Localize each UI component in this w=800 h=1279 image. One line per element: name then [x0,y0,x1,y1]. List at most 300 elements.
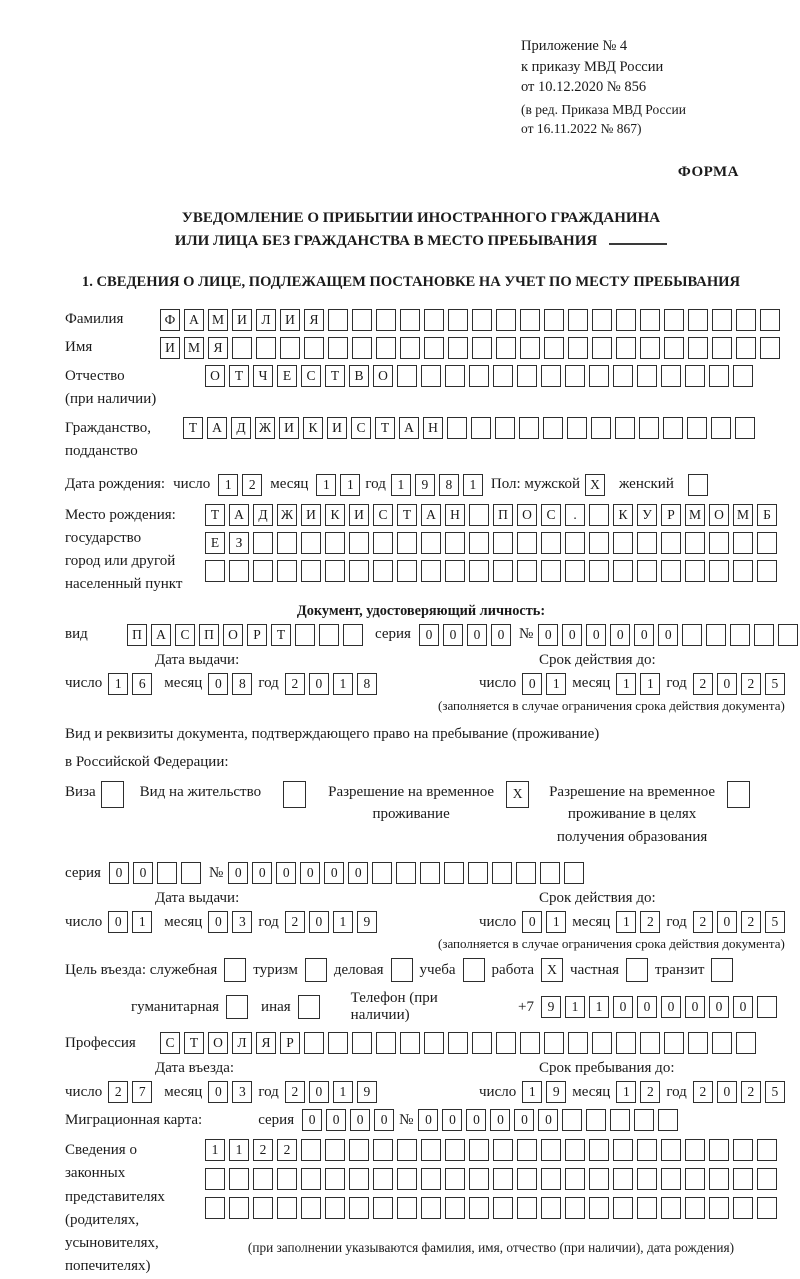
form-cell[interactable]: Т [271,624,291,646]
form-cell[interactable]: 0 [309,1081,329,1103]
form-cell[interactable] [517,560,537,582]
form-cell[interactable] [519,417,539,439]
purpose-private-checkbox[interactable] [626,958,648,982]
form-cell[interactable]: 9 [415,474,435,496]
form-cell[interactable] [592,337,612,359]
form-cell[interactable] [589,1197,609,1219]
form-cell[interactable] [469,1139,489,1161]
form-cell[interactable]: Ж [277,504,297,526]
form-cell[interactable] [543,417,563,439]
form-cell[interactable]: 9 [357,911,377,933]
form-cell[interactable] [232,337,252,359]
form-cell[interactable] [445,365,465,387]
doc-kind-input[interactable] [127,624,363,646]
form-cell[interactable] [421,1197,441,1219]
form-cell[interactable]: П [493,504,513,526]
form-cell[interactable]: 0 [326,1109,346,1131]
form-cell[interactable]: Л [256,309,276,331]
form-cell[interactable] [493,1168,513,1190]
form-cell[interactable] [688,1032,708,1054]
issue-day-input[interactable] [108,911,152,933]
form-cell[interactable] [517,1139,537,1161]
form-cell[interactable] [463,958,485,982]
form-cell[interactable]: Т [183,417,203,439]
form-cell[interactable]: Е [277,365,297,387]
form-cell[interactable]: 0 [302,1109,322,1131]
form-cell[interactable] [661,1197,681,1219]
form-cell[interactable] [349,560,369,582]
form-cell[interactable]: А [399,417,419,439]
form-cell[interactable] [397,365,417,387]
form-cell[interactable] [328,337,348,359]
issue-year-input[interactable] [285,673,377,695]
form-cell[interactable] [304,337,324,359]
form-cell[interactable]: М [184,337,204,359]
form-cell[interactable] [283,781,306,808]
birth-day-input[interactable] [218,474,262,496]
form-cell[interactable] [325,532,345,554]
birth-year-input[interactable] [391,474,483,496]
form-cell[interactable] [469,504,489,526]
form-cell[interactable]: . [565,504,585,526]
form-cell[interactable]: 2 [693,673,713,695]
form-cell[interactable]: И [279,417,299,439]
form-cell[interactable] [253,532,273,554]
gender-female-checkbox[interactable] [688,474,708,496]
form-cell[interactable] [301,560,321,582]
form-cell[interactable]: 0 [586,624,606,646]
form-cell[interactable]: 2 [277,1139,297,1161]
form-cell[interactable] [757,996,777,1018]
form-cell[interactable] [229,1197,249,1219]
form-cell[interactable]: К [325,504,345,526]
form-cell[interactable]: Р [247,624,267,646]
form-cell[interactable] [349,1168,369,1190]
birth-month-input[interactable] [316,474,360,496]
form-cell[interactable] [520,309,540,331]
form-cell[interactable] [616,1032,636,1054]
form-cell[interactable]: 2 [741,1081,761,1103]
form-cell[interactable]: 7 [132,1081,152,1103]
legal-reps-input-row2[interactable] [205,1168,777,1190]
form-cell[interactable] [730,624,750,646]
form-cell[interactable] [445,560,465,582]
form-cell[interactable]: П [127,624,147,646]
form-cell[interactable] [757,532,777,554]
form-cell[interactable]: С [175,624,195,646]
form-cell[interactable]: 0 [208,673,228,695]
form-cell[interactable] [421,1139,441,1161]
form-cell[interactable] [349,532,369,554]
form-cell[interactable] [615,417,635,439]
form-cell[interactable] [301,1197,321,1219]
form-cell[interactable]: И [349,504,369,526]
form-cell[interactable]: Я [304,309,324,331]
form-cell[interactable] [616,337,636,359]
form-cell[interactable] [661,1168,681,1190]
form-cell[interactable] [754,624,774,646]
form-cell[interactable]: 0 [538,624,558,646]
form-cell[interactable] [661,532,681,554]
form-cell[interactable] [565,1168,585,1190]
form-cell[interactable] [400,1032,420,1054]
form-cell[interactable] [298,995,320,1019]
form-cell[interactable] [544,337,564,359]
form-cell[interactable] [687,417,707,439]
form-cell[interactable] [205,560,225,582]
form-cell[interactable]: М [733,504,753,526]
form-cell[interactable]: 3 [232,911,252,933]
form-cell[interactable]: Т [397,504,417,526]
form-cell[interactable] [325,1139,345,1161]
form-cell[interactable] [325,1197,345,1219]
form-cell[interactable]: X [541,958,563,982]
form-cell[interactable] [469,1197,489,1219]
form-cell[interactable] [421,1168,441,1190]
form-cell[interactable] [613,1168,633,1190]
form-cell[interactable] [712,309,732,331]
form-cell[interactable] [256,337,276,359]
form-cell[interactable] [253,1168,273,1190]
migration-seriya-input[interactable] [302,1109,394,1131]
form-cell[interactable]: 0 [709,996,729,1018]
form-cell[interactable] [253,560,273,582]
form-cell[interactable]: 1 [333,911,353,933]
form-cell[interactable] [757,1168,777,1190]
form-cell[interactable] [496,337,516,359]
visa-checkbox[interactable] [101,781,124,808]
form-cell[interactable] [325,1168,345,1190]
valid-month-input[interactable] [616,911,660,933]
form-cell[interactable] [591,417,611,439]
form-cell[interactable] [541,1197,561,1219]
form-cell[interactable] [727,781,750,808]
form-cell[interactable] [613,560,633,582]
form-cell[interactable] [301,532,321,554]
form-cell[interactable]: О [223,624,243,646]
valid-year-input[interactable] [693,911,785,933]
form-cell[interactable]: Б [757,504,777,526]
form-cell[interactable]: 0 [661,996,681,1018]
form-cell[interactable] [640,1032,660,1054]
form-cell[interactable]: О [517,504,537,526]
form-cell[interactable] [634,1109,654,1131]
form-cell[interactable] [640,337,660,359]
form-cell[interactable] [658,1109,678,1131]
form-cell[interactable]: 0 [467,624,487,646]
form-cell[interactable] [447,417,467,439]
form-cell[interactable]: 0 [419,624,439,646]
form-cell[interactable]: 1 [316,474,336,496]
form-cell[interactable] [706,624,726,646]
form-cell[interactable] [304,1032,324,1054]
gender-male-checkbox[interactable] [585,474,605,496]
form-cell[interactable] [685,365,705,387]
form-cell[interactable] [735,417,755,439]
form-cell[interactable] [448,1032,468,1054]
form-cell[interactable] [397,1139,417,1161]
form-cell[interactable] [589,1168,609,1190]
form-cell[interactable] [352,309,372,331]
form-cell[interactable] [685,560,705,582]
form-cell[interactable]: Н [445,504,465,526]
form-cell[interactable] [562,1109,582,1131]
form-cell[interactable] [471,417,491,439]
form-cell[interactable] [493,1139,513,1161]
form-cell[interactable] [613,532,633,554]
form-cell[interactable]: З [229,532,249,554]
purpose-business-checkbox[interactable] [391,958,413,982]
form-cell[interactable]: Д [231,417,251,439]
form-cell[interactable] [709,1139,729,1161]
form-cell[interactable] [568,337,588,359]
stay-day-input[interactable] [522,1081,566,1103]
entry-month-input[interactable] [208,1081,252,1103]
form-cell[interactable] [445,532,465,554]
form-cell[interactable] [493,1197,513,1219]
form-cell[interactable]: А [421,504,441,526]
form-cell[interactable] [709,1168,729,1190]
residence-seriya-input[interactable] [109,862,201,884]
form-cell[interactable] [301,1139,321,1161]
form-cell[interactable]: К [613,504,633,526]
form-cell[interactable] [224,958,246,982]
form-cell[interactable]: 0 [491,624,511,646]
purpose-official-checkbox[interactable] [224,958,246,982]
migration-number-input[interactable] [418,1109,678,1131]
form-cell[interactable] [637,1168,657,1190]
form-cell[interactable] [520,337,540,359]
form-cell[interactable]: С [541,504,561,526]
form-cell[interactable]: 6 [132,673,152,695]
residence-permit-checkbox[interactable] [283,781,306,808]
form-cell[interactable]: 2 [693,911,713,933]
form-cell[interactable]: Ж [255,417,275,439]
purpose-transit-checkbox[interactable] [711,958,733,982]
form-cell[interactable]: Я [208,337,228,359]
form-cell[interactable]: 5 [765,911,785,933]
form-cell[interactable]: А [229,504,249,526]
form-cell[interactable] [757,1197,777,1219]
form-cell[interactable] [373,1168,393,1190]
form-cell[interactable] [468,862,488,884]
citizenship-input[interactable] [183,417,755,439]
form-cell[interactable]: 0 [324,862,344,884]
form-cell[interactable] [424,337,444,359]
form-cell[interactable] [400,337,420,359]
form-cell[interactable] [301,1168,321,1190]
form-cell[interactable]: 0 [466,1109,486,1131]
form-cell[interactable]: 2 [640,1081,660,1103]
form-cell[interactable]: 0 [442,1109,462,1131]
form-cell[interactable]: Р [661,504,681,526]
form-cell[interactable]: Д [253,504,273,526]
form-cell[interactable]: 8 [357,673,377,695]
form-cell[interactable]: Ф [160,309,180,331]
form-cell[interactable] [391,958,413,982]
form-cell[interactable] [637,1139,657,1161]
form-cell[interactable] [733,365,753,387]
form-cell[interactable]: 1 [132,911,152,933]
form-cell[interactable] [493,532,513,554]
form-cell[interactable] [661,365,681,387]
form-cell[interactable] [469,1168,489,1190]
form-cell[interactable] [733,1139,753,1161]
form-cell[interactable] [733,560,753,582]
form-cell[interactable]: Н [423,417,443,439]
form-cell[interactable] [709,532,729,554]
form-cell[interactable] [469,532,489,554]
form-cell[interactable]: Т [205,504,225,526]
form-cell[interactable] [295,624,315,646]
form-cell[interactable] [424,1032,444,1054]
form-cell[interactable] [349,1139,369,1161]
form-cell[interactable]: С [351,417,371,439]
form-cell[interactable]: С [160,1032,180,1054]
form-cell[interactable] [372,862,392,884]
form-cell[interactable]: 0 [252,862,272,884]
form-cell[interactable] [565,532,585,554]
form-cell[interactable]: О [709,504,729,526]
form-cell[interactable] [373,1139,393,1161]
form-cell[interactable] [396,862,416,884]
form-cell[interactable]: Т [375,417,395,439]
issue-month-input[interactable] [208,673,252,695]
form-cell[interactable] [469,365,489,387]
form-cell[interactable]: Е [205,532,225,554]
form-cell[interactable] [229,1168,249,1190]
form-cell[interactable]: 0 [309,911,329,933]
form-cell[interactable]: 1 [616,1081,636,1103]
form-cell[interactable] [589,504,609,526]
form-cell[interactable] [565,1139,585,1161]
form-cell[interactable] [421,560,441,582]
form-cell[interactable]: Р [280,1032,300,1054]
form-cell[interactable]: Я [256,1032,276,1054]
form-cell[interactable] [565,365,585,387]
form-cell[interactable] [280,337,300,359]
form-cell[interactable] [688,309,708,331]
form-cell[interactable]: 2 [640,911,660,933]
form-cell[interactable] [637,1197,657,1219]
form-cell[interactable] [421,532,441,554]
form-cell[interactable] [376,337,396,359]
form-cell[interactable]: 1 [616,911,636,933]
form-cell[interactable] [712,1032,732,1054]
form-cell[interactable] [778,624,798,646]
form-cell[interactable]: 0 [522,673,542,695]
form-cell[interactable]: 0 [733,996,753,1018]
form-cell[interactable]: 2 [108,1081,128,1103]
purpose-other-checkbox[interactable] [298,995,320,1019]
form-cell[interactable]: 0 [610,624,630,646]
form-cell[interactable]: Т [229,365,249,387]
form-cell[interactable] [711,417,731,439]
form-cell[interactable] [613,1197,633,1219]
form-cell[interactable]: А [184,309,204,331]
form-cell[interactable]: Т [325,365,345,387]
form-cell[interactable] [640,309,660,331]
birth-place-input-row3[interactable] [205,560,777,582]
form-cell[interactable] [373,1197,393,1219]
form-cell[interactable]: 1 [108,673,128,695]
form-cell[interactable] [229,560,249,582]
form-cell[interactable]: 0 [490,1109,510,1131]
form-cell[interactable] [517,532,537,554]
form-cell[interactable] [352,1032,372,1054]
issue-year-input[interactable] [285,911,377,933]
form-cell[interactable] [349,1197,369,1219]
form-cell[interactable]: 2 [285,1081,305,1103]
form-cell[interactable] [469,560,489,582]
form-cell[interactable] [541,532,561,554]
form-cell[interactable] [685,1197,705,1219]
form-cell[interactable] [709,560,729,582]
form-cell[interactable] [610,1109,630,1131]
form-cell[interactable]: 0 [374,1109,394,1131]
form-cell[interactable] [544,309,564,331]
form-cell[interactable] [157,862,177,884]
valid-month-input[interactable] [616,673,660,695]
phone-input[interactable] [541,996,777,1018]
entry-year-input[interactable] [285,1081,377,1103]
form-cell[interactable] [495,417,515,439]
legal-reps-input-row1[interactable] [205,1139,777,1161]
form-cell[interactable] [709,365,729,387]
form-cell[interactable] [373,532,393,554]
form-cell[interactable]: 5 [765,1081,785,1103]
form-cell[interactable]: 0 [300,862,320,884]
form-cell[interactable] [589,532,609,554]
form-cell[interactable]: 1 [546,673,566,695]
form-cell[interactable]: 0 [276,862,296,884]
form-cell[interactable] [589,560,609,582]
form-cell[interactable] [328,1032,348,1054]
form-cell[interactable] [343,624,363,646]
form-cell[interactable]: 1 [218,474,238,496]
entry-day-input[interactable] [108,1081,152,1103]
form-cell[interactable] [277,1168,297,1190]
form-cell[interactable] [586,1109,606,1131]
form-cell[interactable] [445,1139,465,1161]
form-cell[interactable] [400,309,420,331]
doc-seriya-input[interactable] [419,624,511,646]
form-cell[interactable] [733,1197,753,1219]
form-cell[interactable]: А [207,417,227,439]
form-cell[interactable] [493,365,513,387]
form-cell[interactable] [493,560,513,582]
issue-month-input[interactable] [208,911,252,933]
form-cell[interactable]: 2 [693,1081,713,1103]
form-cell[interactable]: 1 [522,1081,542,1103]
purpose-study-checkbox[interactable] [463,958,485,982]
form-cell[interactable] [682,624,702,646]
form-cell[interactable] [305,958,327,982]
form-cell[interactable]: Л [232,1032,252,1054]
form-cell[interactable]: 0 [133,862,153,884]
profession-input[interactable] [160,1032,756,1054]
form-cell[interactable]: Ч [253,365,273,387]
form-cell[interactable] [757,1139,777,1161]
form-cell[interactable] [277,532,297,554]
form-cell[interactable] [352,337,372,359]
form-cell[interactable]: У [637,504,657,526]
form-cell[interactable] [517,1168,537,1190]
form-cell[interactable] [420,862,440,884]
form-cell[interactable]: 0 [658,624,678,646]
form-cell[interactable]: 9 [546,1081,566,1103]
form-cell[interactable] [496,1032,516,1054]
